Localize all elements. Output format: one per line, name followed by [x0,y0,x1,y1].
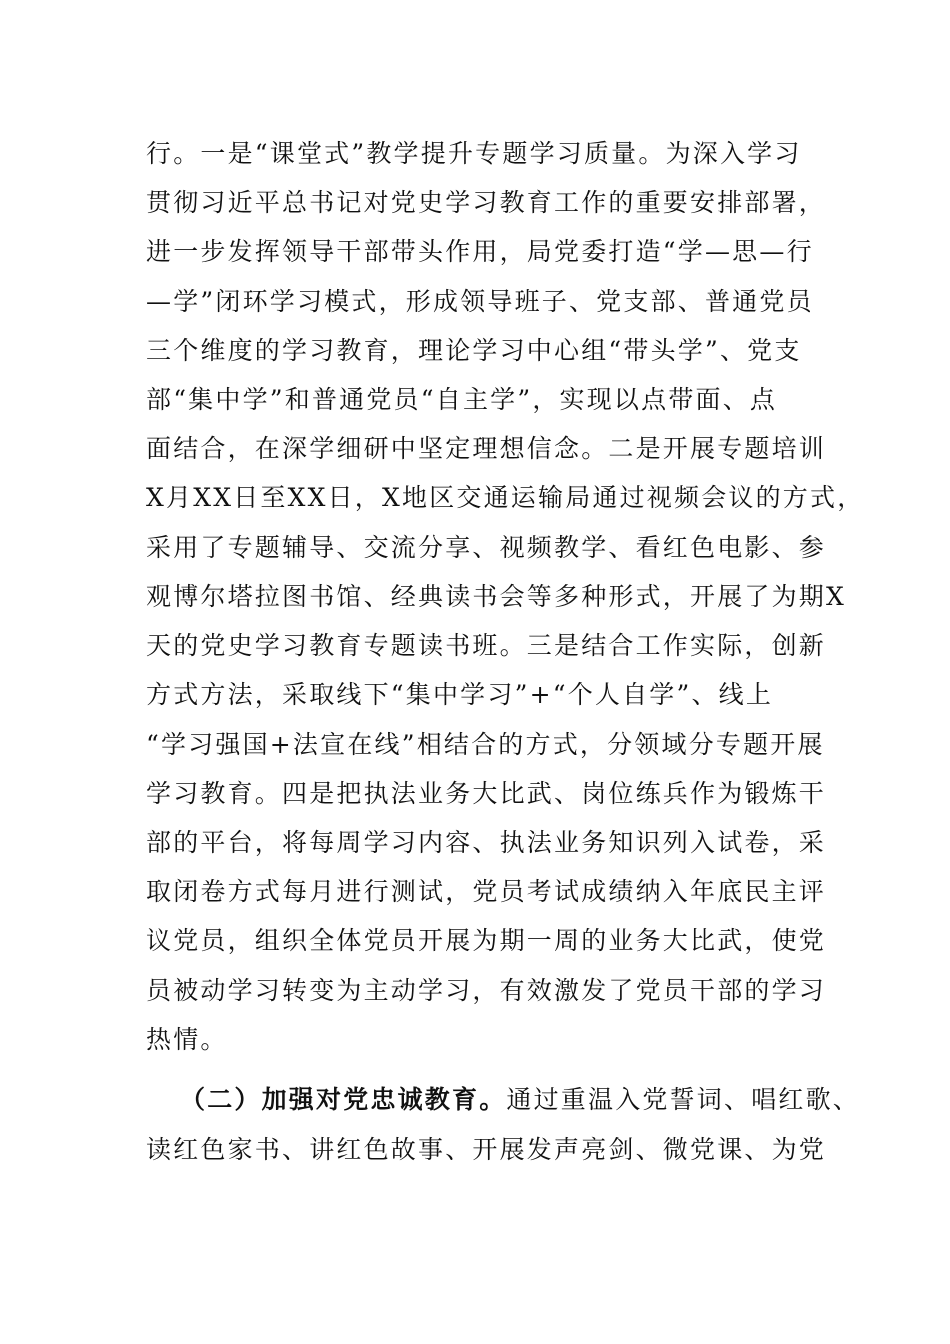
text-line-8: X月XX日至XX日，X地区交通运输局通过视频会议的方式， [146,483,865,512]
text-line-13: “学习强国+法宣在线”相结合的方式，分领域分专题开展 [146,730,825,759]
text-line-3: 进一步发挥领导干部带头作用，局党委打造“学—思—行 [146,237,814,266]
text-line-2: 贯彻习近平总书记对党史学习教育工作的重要安排部署， [146,188,827,217]
section-2-line-2: 读红色家书、讲红色故事、开展发声亮剑、微党课、为党 [146,1135,827,1164]
text-line-11: 天的党史学习教育专题读书班。三是结合工作实际，创新 [146,631,827,660]
section-2-heading: （二）加强对党忠诚教育。 [180,1085,507,1114]
text-line-18: 员被动学习转变为主动学习，有效激发了党员干部的学习 [146,976,827,1005]
text-line-16: 取闭卷方式每月进行测试，党员考试成绩纳入年底民主评 [146,877,827,906]
text-line-15: 部的平台，将每周学习内容、执法业务知识列入试卷，采 [146,828,827,857]
text-line-5: 三个维度的学习教育，理论学习中心组“带头学”、党支 [146,336,802,365]
text-line-1: 行。一是“课堂式”教学提升专题学习质量。为深入学习 [146,139,802,168]
text-line-9: 采用了专题辅导、交流分享、视频教学、看红色电影、参 [146,533,827,562]
text-line-14: 学习教育。四是把执法业务大比武、岗位练兵作为锻炼干 [146,779,827,808]
section-2-text: 通过重温入党誓词、唱红歌、 [506,1085,861,1114]
text-line-19: 热情。 [146,1025,228,1054]
text-line-7: 面结合，在深学细研中坚定理想信念。二是开展专题培训 [146,434,827,463]
text-line-17: 议党员，组织全体党员开展为期一周的业务大比武，使党 [146,926,827,955]
section-2-first-line [180,1084,860,1116]
text-line-6: 部“集中学”和普通党员“自主学”，实现以点带面、点 [146,385,778,414]
text-line-12: 方式方法，采取线下“集中学习”+“个人自学”、线上 [146,680,774,709]
text-line-10: 观博尔塔拉图书馆、经典读书会等多种形式，开展了为期X [146,582,847,611]
text-line-4: —学”闭环学习模式，形成领导班子、党支部、普通党员 [146,287,814,316]
